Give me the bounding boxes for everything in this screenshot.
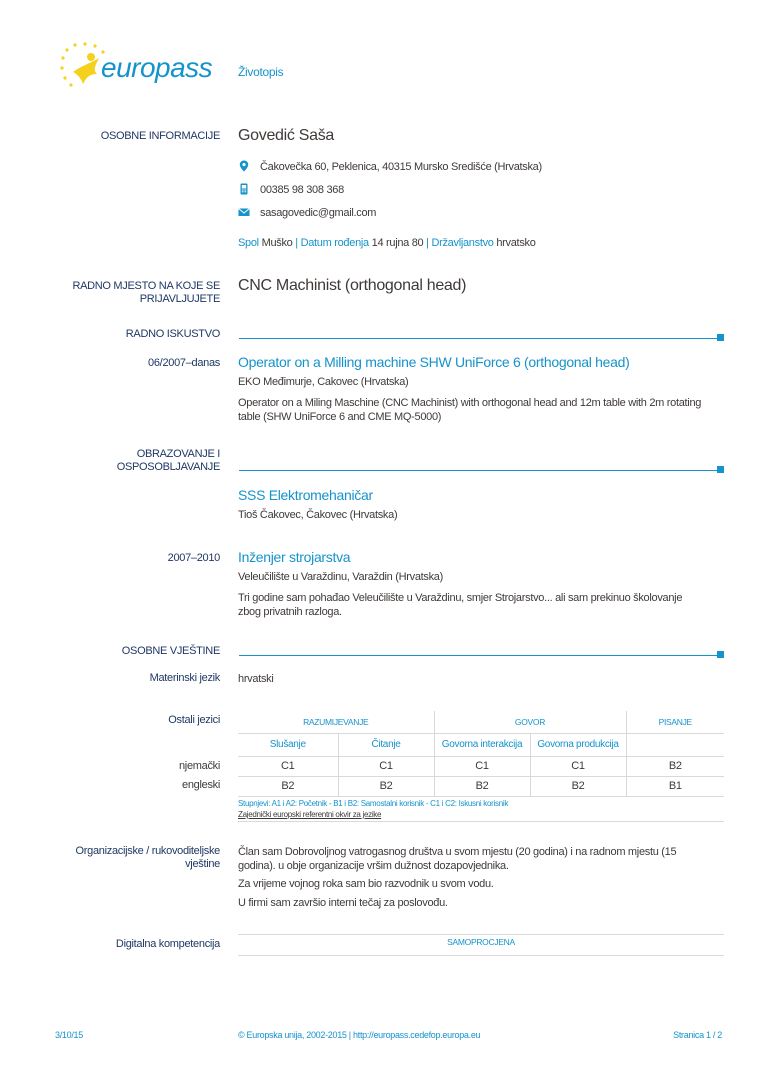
digital-competence-label: Digitalna kompetencija <box>115 938 220 950</box>
footer-date: 3/10/15 <box>55 1030 83 1040</box>
level-cell: B2 <box>530 776 626 796</box>
header-speaking: GOVOR <box>434 711 626 733</box>
language-table <box>238 711 724 797</box>
digital-top-rule <box>238 934 724 935</box>
self-assessment-header: SAMOPROCJENA <box>447 937 515 947</box>
section-rule <box>239 655 717 656</box>
table-subheader-row <box>238 733 724 756</box>
experience-title: Operator on a Milling machine SHW UniForce 6 (orthogonal head) <box>238 354 630 370</box>
section-rule <box>239 338 717 339</box>
location-icon <box>238 160 250 172</box>
header-writing: PISANJE <box>626 711 724 733</box>
sub-reading: Čitanje <box>338 733 434 756</box>
section-label-education <box>117 448 220 474</box>
personal-details-line <box>238 236 536 250</box>
section-square <box>717 334 724 341</box>
table-header-row <box>238 711 724 733</box>
education-org: Veleučilište u Varaždinu, Varaždin (Hrvatska) <box>238 571 443 583</box>
education-title: SSS Elektromehaničar <box>238 487 373 503</box>
sex-value: Muško <box>261 237 293 249</box>
europass-logo <box>55 40 225 95</box>
level-cell: B1 <box>626 776 724 796</box>
section-square <box>717 651 724 658</box>
dob-label: Datum rođenja <box>300 237 369 249</box>
mother-tongue-label: Materinski jezik <box>149 672 220 684</box>
other-languages-label: Ostali jezici <box>168 714 220 726</box>
org-skills-text-4: U firmi sam završio interni tečaj za poslovođu. <box>238 897 448 909</box>
address: Čakovečka 60, Peklenica, 40315 Mursko Središće (Hrvatska) <box>260 161 542 173</box>
phone-icon <box>238 183 250 195</box>
sub-production: Govorna produkcija <box>530 733 626 756</box>
education-desc-1: Tri godine sam pohađao Veleučilište u Varaždinu, smjer Strojarstvo... ali sam prekinuo školovanje <box>238 592 683 604</box>
nationality-label: Državljanstvo <box>431 237 494 249</box>
logo-text: europass <box>101 52 213 83</box>
education-label-line-2: OSPOSOBLJAVANJE <box>116 461 220 473</box>
level-cell: C1 <box>238 756 338 776</box>
separator: | <box>295 237 298 249</box>
header-understanding: RAZUMIJEVANJE <box>238 711 434 733</box>
education-desc-2: zbog privatnih razloga. <box>238 606 342 618</box>
experience-date: 06/2007–danas <box>148 357 220 369</box>
level-cell: C1 <box>434 756 530 776</box>
level-cell: B2 <box>434 776 530 796</box>
dob-value: 14 rujna 80 <box>371 237 424 249</box>
education-org: Tioš Čakovec, Čakovec (Hrvatska) <box>238 509 398 521</box>
separator: | <box>426 237 429 249</box>
person-name: Govedić Saša <box>238 127 335 144</box>
org-skills-label <box>76 845 220 871</box>
sub-writing <box>626 733 724 756</box>
footer-page: Stranica 1 / 2 <box>673 1030 722 1040</box>
section-label-job <box>72 280 220 306</box>
education-date: 2007–2010 <box>167 552 220 564</box>
level-cell: C1 <box>530 756 626 776</box>
footer-copyright[interactable]: © Europska unija, 2002-2015 | http://europass.cedefop.europa.eu <box>238 1030 481 1040</box>
language-name: engleski <box>182 779 220 791</box>
digital-bottom-rule <box>238 955 724 956</box>
levels-note: Stupnjevi: A1 i A2: Početnik - B1 i B2: Samostalni korisnik - C1 i C2: Iskusni korisnik <box>238 799 509 808</box>
level-cell: B2 <box>338 776 434 796</box>
level-cell: B2 <box>238 776 338 796</box>
org-label-line-2: vještine <box>185 858 220 870</box>
experience-desc-1: Operator on a Miling Maschine (CNC Machinist) with orthogonal head and 12m table with 2m rotating <box>238 397 702 409</box>
section-label-experience: RADNO ISKUSTVO <box>125 328 220 340</box>
org-skills-text-2: godina). u obje organizacije vršim dužnost dozapovjednika. <box>238 860 509 872</box>
education-label-line-1: OBRAZOVANJE I <box>136 448 220 460</box>
section-square <box>717 466 724 473</box>
sub-listening: Slušanje <box>238 733 338 756</box>
table-row <box>238 756 724 776</box>
section-label-skills: OSOBNE VJEŠTINE <box>121 645 220 657</box>
email-icon <box>238 206 250 218</box>
level-cell: C1 <box>338 756 434 776</box>
nationality-value: hrvatsko <box>496 237 536 249</box>
table-bottom-rule <box>238 821 724 822</box>
org-skills-text-3: Za vrijeme vojnog roka sam bio razvodnik u svom vodu. <box>238 878 494 890</box>
job-label-line-2: PRIJAVLJUJETE <box>139 293 220 305</box>
sex-label: Spol <box>238 237 259 249</box>
mother-tongue-value: hrvatski <box>238 673 274 685</box>
org-skills-text-1: Član sam Dobrovoljnog vatrogasnog društva u svom mjestu (20 godina) i na radnom mjestu (15 <box>238 846 677 858</box>
table-row <box>238 776 724 796</box>
language-name: njemački <box>178 760 220 772</box>
job-label-line-1: RADNO MJESTO NA KOJE SE <box>72 280 220 292</box>
section-label-personal: OSOBNE INFORMACIJE <box>100 130 220 142</box>
education-title: Inženjer strojarstva <box>238 549 351 565</box>
experience-desc-2: table (SHW UniForce 6 and CME MQ-5000) <box>238 411 442 423</box>
section-rule <box>239 470 717 471</box>
sub-interaction: Govorna interakcija <box>434 733 530 756</box>
cefr-link[interactable]: Zajednički europski referentni okvir za jezike <box>238 810 382 819</box>
org-label-line-1: Organizacijske / rukovoditeljske <box>75 845 220 857</box>
doc-type: Životopis <box>238 65 284 79</box>
level-cell: B2 <box>626 756 724 776</box>
job-title: CNC Machinist (orthogonal head) <box>238 277 467 294</box>
experience-employer: EKO Međimurje, Cakovec (Hrvatska) <box>238 376 409 388</box>
phone: 00385 98 308 368 <box>260 184 344 196</box>
email[interactable]: sasagovedic@gmail.com <box>260 207 377 219</box>
